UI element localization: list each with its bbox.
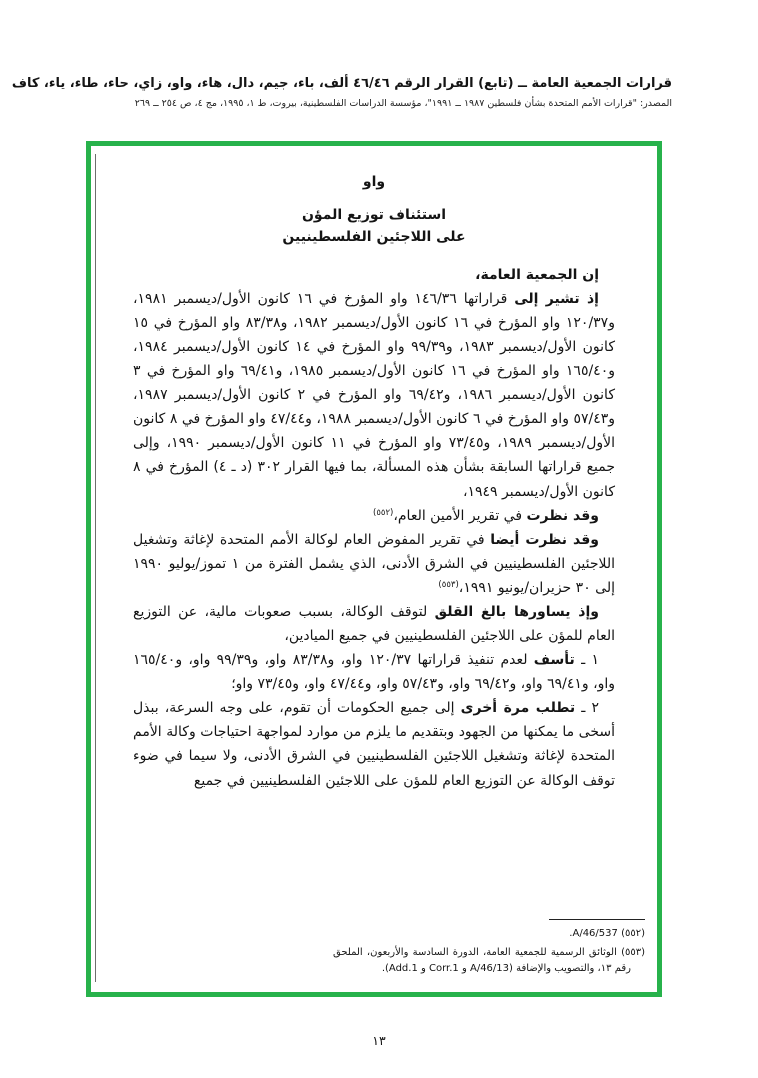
paragraph-lead: إذ تشير إلى: [514, 290, 599, 307]
paragraph-lead: تأسف: [533, 652, 575, 669]
footnote-ref-552: (٥٥٢): [373, 507, 394, 518]
preamble-opening-text: إن الجمعية العامة،: [475, 266, 599, 283]
paragraph-lead: تطلب مرة أخرى: [460, 700, 576, 717]
paragraph-lead: وإذ يساورها بالغ القلق: [434, 603, 599, 620]
paragraph-text: في تقرير الأمين العام،: [393, 507, 527, 524]
footnote-marker: (٥٥٣): [621, 947, 646, 958]
paragraph-number: ١ ـ: [574, 652, 600, 669]
footnote-text: A/46/537.: [569, 928, 618, 939]
paragraph-text: لتوقف الوكالة، بسبب صعوبات مالية، عن التوزيع العام للمؤن على اللاجئين الفلسطينيين في جميع الميادين،: [133, 603, 615, 645]
page-header: [11, 76, 672, 109]
paragraph-considered-commissioner-report: [133, 528, 615, 600]
paragraph-text: قراراتها ١٤٦/٣٦ واو المؤرخ في ١٦ كانون الأول/ديسمبر ١٩٨١، و١٢٠/٣٧ واو المؤرخ في ١٦ كانون الأول/ديسمبر ١٩٨٢، و٨٣/٣٨ واو المؤرخ في ١٥ كانون الأول/ديسمبر ١٩٨٣، و٩٩/٣٩ واو المؤرخ في ١٤ كانون الأول/ديسمبر ١٩٨٤، و١٦٥/٤٠ واو المؤرخ في ١٦ كانون الأول/ديسمبر ١٩٨٥، و٦٩/٤١ واو المؤرخ في ٣ كانون الأول/ديسمبر ١٩٨٦، و٦٩/٤٢ واو المؤرخ في ٢ كانون الأول/ديسمبر ١٩٨٧، و٥٧/٤٣ واو المؤرخ في ٦ كانون الأول/ديسمبر ١٩٨٨، و٤٧/٤٤ واو المؤرخ في ٨ كانون الأول/ديسمبر ١٩٨٩، و٧٣/٤٥ واو المؤرخ في ١١ كانون الأول/ديسمبر ١٩٩٠، وإلى جميع قراراتها السابقة بشأن هذه المسألة، بما فيها القرار ٣٠٢ (د ـ ٤) المؤرخ في ٨ كانون الأول/ديسمبر ١٩٤٩،: [133, 290, 615, 500]
operative-paragraph-1: [133, 648, 615, 696]
resolution-frame: [86, 141, 662, 997]
preamble-opening: [133, 263, 615, 287]
paragraph-lead: وقد نظرت أيضا: [490, 531, 600, 548]
paragraph-concern: [133, 600, 615, 648]
paragraph-text: في تقرير المفوض العام لوكالة الأمم المتحدة لإغاثة وتشغيل اللاجئين الفلسطينيين في الشرق الأدنى، الذي يشمل الفترة من ١ تموز/يوليو ١٩٩٠ إلى ٣٠ حزيران/يونيو ١٩٩١،: [133, 531, 615, 596]
footnote-marker: (٥٥٢): [621, 928, 645, 939]
section-letter: واو: [362, 174, 386, 190]
resolution-title: [133, 204, 615, 249]
footnote-ref-553: (٥٥٣): [438, 579, 459, 590]
footnote-552: [333, 926, 645, 942]
paragraph-recalling: [133, 287, 615, 504]
operative-paragraph-2: [133, 696, 615, 792]
footnote-text: الوثائق الرسمية للجمعية العامة، الدورة السادسة والأربعون، الملحق رقم ١٣، والتصويب والإضافة (A/46/13 و Corr.1 و Add.1).: [333, 947, 631, 974]
paragraph-number: ٢ ـ: [575, 700, 600, 717]
paragraph-text: إلى جميع الحكومات أن تقوم، على وجه السرعة، ببذل أسخى ما يمكنها من الجهود وبتقديم ما يلزم من موارد لمواجهة احتياجات وكالة الأمم المتحدة لإغاثة وتشغيل اللاجئين الفلسطينيين في الشرق الأدنى، ولا سيما في ضوء توقف الوكالة عن التوزيع العام للمؤن على اللاجئين الفلسطينيين في جميع: [133, 700, 615, 789]
paragraph-lead: وقد نظرت: [526, 507, 599, 524]
footnote-separator: [549, 919, 645, 920]
footnote-553: [333, 945, 645, 977]
paragraph-text: لعدم تنفيذ قراراتها ١٢٠/٣٧ واو، و٨٣/٣٨ واو، و٩٩/٣٩ واو، و١٦٥/٤٠ واو، و٦٩/٤١ واو، و٦٩/٤٢ واو، و٥٧/٤٣ واو، و٤٧/٤٤ واو، و٧٣/٤٥ واو؛: [133, 652, 615, 693]
resolution-title-line-1: استئناف توزيع المؤن: [301, 207, 447, 224]
header-source: المصدر: "قرارات الأمم المتحدة بشأن فلسطين ١٩٨٧ ــ ١٩٩١"، مؤسسة الدراسات الفلسطينية، بيروت، ط ١، ١٩٩٥، مج ٤، ص ٢٥٤ ــ ٢٦٩: [134, 98, 672, 109]
paragraph-considered-sg-report: [133, 504, 615, 528]
header-title: قرارات الجمعية العامة ــ (تابع) القرار الرقم ٤٦/٤٦ ألف، باء، جيم، دال، هاء، واو، زاي، حاء، طاء، ياء، كاف: [11, 76, 672, 91]
resolution-title-line-2: على اللاجئين الفلسطينيين: [282, 229, 466, 246]
footnotes-section: [333, 919, 645, 980]
resolution-body: [91, 146, 657, 992]
page-number: ١٣: [372, 1033, 386, 1048]
